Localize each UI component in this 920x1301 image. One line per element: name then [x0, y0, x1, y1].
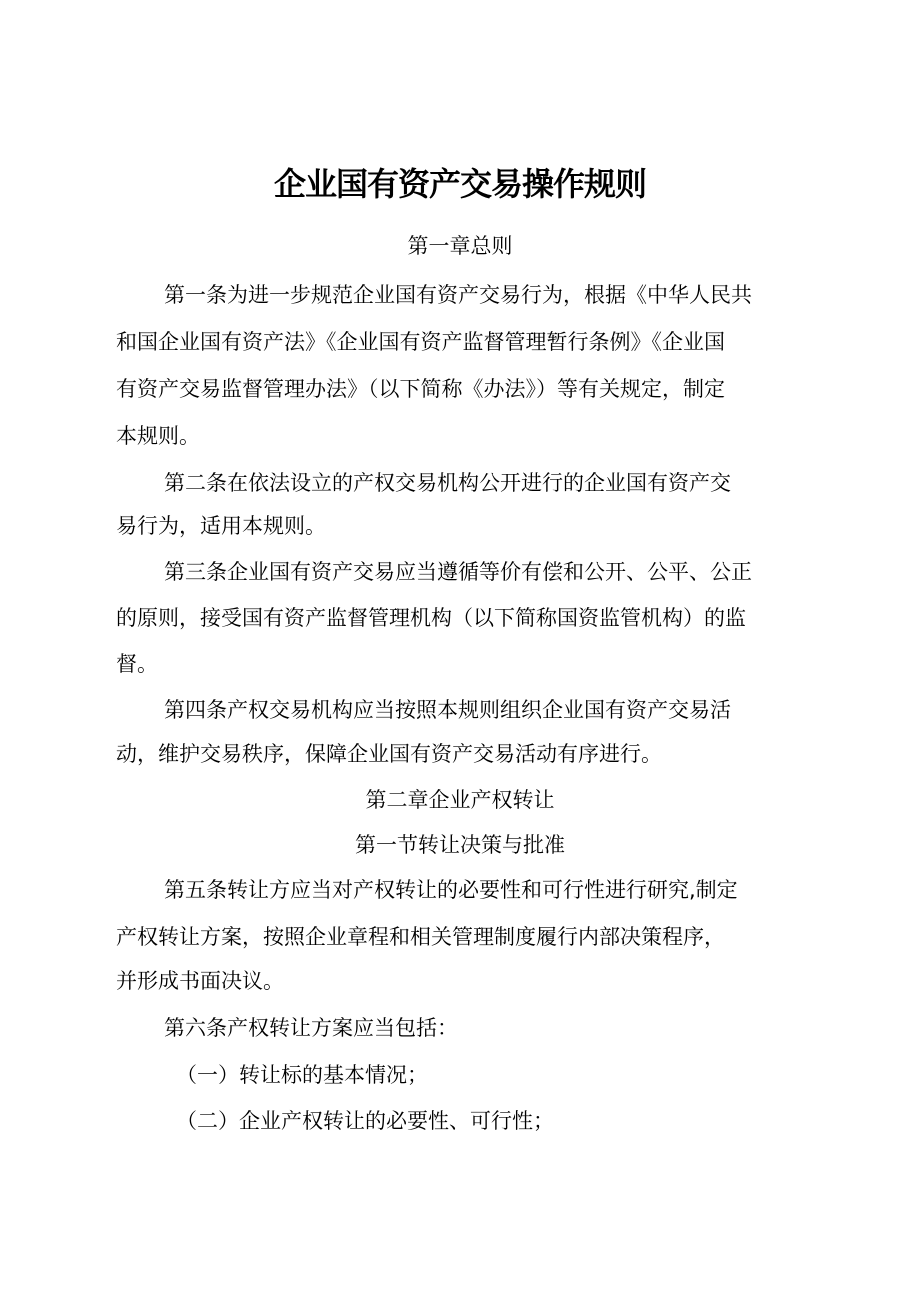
chapter-heading: 第一章总则: [407, 234, 513, 258]
paragraph-line: 第五条转让方应当对产权转让的必要性和可行性进行研究,制定: [164, 878, 738, 902]
paragraph-line: 动，维护交易秩序，保障企业国有资产交易活动有序进行。: [116, 742, 662, 766]
section-heading: 第一节转让决策与批准: [355, 833, 565, 857]
paragraph-line: 产权转让方案，按照企业章程和相关管理制度履行内部决策程序，: [116, 925, 725, 949]
paragraph-line: 并形成书面决议。: [116, 969, 284, 993]
paragraph-line: 第四条产权交易机构应当按照本规则组织企业国有资产交易活: [164, 698, 731, 722]
paragraph-line: 本规则。: [116, 424, 200, 448]
document-title: 企业国有资产交易操作规则: [273, 165, 646, 203]
paragraph-line: 易行为，适用本规则。: [116, 514, 326, 538]
paragraph-line: 第一条为进一步规范企业国有资产交易行为，根据《中华人民共: [164, 283, 752, 307]
paragraph-line: 的原则，接受国有资产监督管理机构（以下简称国资监管机构）的监: [116, 606, 746, 630]
list-item: （二）企业产权转让的必要性、可行性；: [176, 1109, 554, 1133]
list-item: （一）转让标的基本情况；: [176, 1063, 428, 1087]
paragraph-line: 有资产交易监督管理办法》（以下简称《办法》）等有关规定，制定: [116, 377, 725, 401]
paragraph-line: 第三条企业国有资产交易应当遵循等价有偿和公开、公平、公正: [164, 560, 752, 584]
chapter-heading: 第二章企业产权转让: [365, 788, 555, 812]
paragraph-line: 第六条产权转让方案应当包括：: [164, 1016, 458, 1040]
paragraph-line: 和国企业国有资产法》《企业国有资产监督管理暂行条例》《企业国: [116, 330, 725, 354]
paragraph-line: 督。: [116, 652, 158, 676]
paragraph-line: 第二条在依法设立的产权交易机构公开进行的企业国有资产交: [164, 471, 731, 495]
